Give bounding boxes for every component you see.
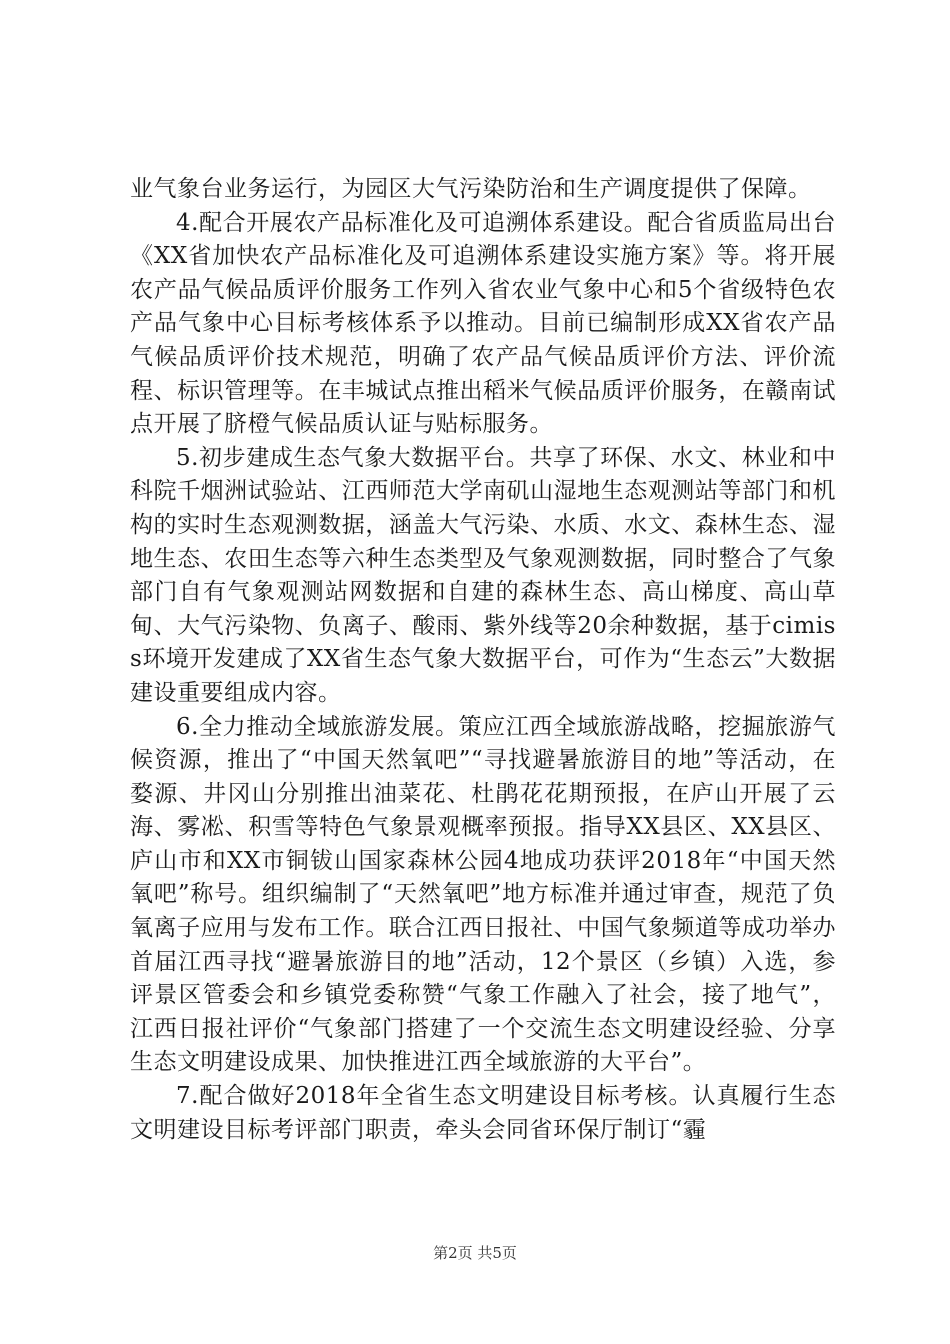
document-body (130, 173, 836, 1147)
paragraph-item-7: 7.配合做好2018年全省生态文明建设目标考核。认真履行生态文明建设目标考评部门职责，牵头会同省环保厅制订“霾 (130, 1083, 836, 1143)
paragraph-item-4: 4.配合开展农产品标准化及可追溯体系建设。配合省质监局出台《XX省加快农产品标准化及可追溯体系建设实施方案》等。将开展农产品气候品质评价服务工作列入省农业气象中心和5个省级特色农产品气象中心目标考核体系予以推动。目前已编制形成XX省农产品气候品质评价技术规范，明确了农产品气候品质评价方法、评价流程、标识管理等。在丰城试点推出稻米气候品质评价服务，在赣南试点开展了脐橙气候品质认证与贴标服务。 (130, 209, 836, 438)
paragraph-item-5: 5.初步建成生态气象大数据平台。共享了环保、水文、林业和中科院千烟洲试验站、江西师范大学南矶山湿地生态观测站等部门和机构的实时生态观测数据，涵盖大气污染、水质、水文、森林生态、湿地生态、农田生态等六种生态类型及气象观测数据，同时整合了气象部门自有气象观测站网数据和自建的森林生态、高山梯度、高山草甸、大气污染物、负离子、酸雨、紫外线等20余种数据，基于cimiss环境开发建成了XX省生态气象大数据平台，可作为“生态云”大数据建设重要组成内容。 (130, 444, 836, 706)
paragraph-continuation: 业气象台业务运行，为园区大气污染防治和生产调度提供了保障。 (130, 176, 812, 202)
page-number-footer: 第2页 共5页 (433, 1244, 517, 1262)
paragraph-item-6: 6.全力推动全域旅游发展。策应江西全域旅游战略，挖掘旅游气候资源，推出了“中国天然氧吧”“寻找避暑旅游目的地”等活动，在婺源、井冈山分别推出油菜花、杜鹃花花期预报，在庐山开展了云海、雾凇、积雪等特色气象景观概率预报。指导XX县区、XX县区、庐山市和XX市铜钹山国家森林公园4地成功获评2018年“中国天然氧吧”称号。组织编制了“天然氧吧”地方标准并通过审查，规范了负氧离子应用与发布工作。联合江西日报社、中国气象频道等成功举办首届江西寻找“避暑旅游目的地”活动，12个景区（乡镇）入选，参评景区管委会和乡镇党委称赞“气象工作融入了社会，接了地气”，江西日报社评价“气象部门搭建了一个交流生态文明建设经验、分享生态文明建设成果、加快推进江西全域旅游的大平台”。 (130, 713, 836, 1076)
